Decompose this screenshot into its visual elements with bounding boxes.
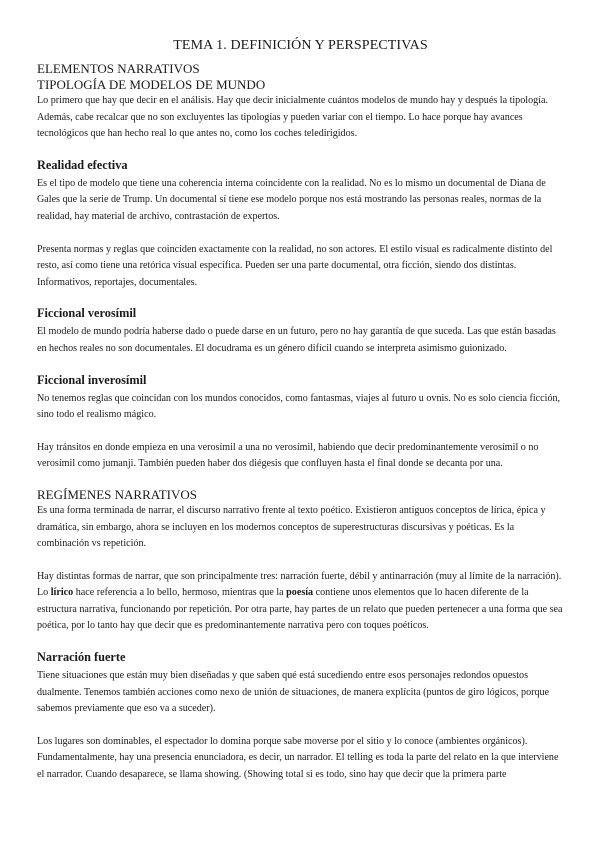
realidad-paragraph-2: Presenta normas y reglas que coinciden exactamente con la realidad, no son actores. El estilo visual es radicalmente distinto del resto, así como tiene una retórica visual específica. Pueden ser una parte documental, otra ficción, siendo dos distintas. Informativos, reportajes, documentales.: [37, 243, 553, 288]
heading-narracion-fuerte: Narración fuerte: [37, 650, 126, 665]
realidad-paragraph-1: Es el tipo de modelo que tiene una coherencia interna coincidente con la realidad. No es lo mismo un documental de Diana de Gales que la serie de Trump. Un documental sí tiene ese modelo porque nos está mostrando las personas reales, normas de la realidad, hay material de archivo, contrastación de expertos.: [37, 177, 546, 222]
term-poesia: poesía: [286, 587, 314, 599]
document-title: TEMA 1. DEFINICIÓN Y PERSPECTIVAS: [173, 38, 428, 53]
term-lirico: lírico: [50, 587, 74, 599]
inverosimil-paragraph-2: Hay tránsitos en donde empieza en una verosímil a una no verosímil, habiendo que decir predominantemente verosímil o no verosímil como jumanji. También pueden haber dos diégesis que confluyen hasta el final donde se decanta por una.: [37, 441, 539, 470]
regimenes-paragraph-2: [37, 569, 564, 635]
regimenes-p2-text-d: contiene unos elementos que lo hacen diferente de la estructura narrativa, funcionando por repetición. Por otra parte, hay partes de un relato que pueden pertenecer a una forma que sea poética, por lo tanto hay que decir que es predominantemente narrativa pero con toques poéticos.: [37, 587, 563, 632]
fuerte-paragraph-1: Tiene situaciones que están muy bien diseñadas y que saben qué está sucediendo entre esos personajes redondos opuestos dualmente. Tenemos también acciones como nexo de unión de situaciones, de manera explícita (puntos de giro lógicos, porque sabemos previamente que eso va a suceder).: [37, 670, 550, 715]
verosimil-paragraph-1: El modelo de mundo podría haberse dado o puede darse en un futuro, pero no hay garantía de que suceda. Las que están basadas en hechos reales no son documentales. El docudrama es un género difícil cuando se interpreta asimismo guionizado.: [37, 326, 556, 354]
fuerte-paragraph-2: Los lugares son dominables, el espectador lo domina porque sabe moverse por el sitio y lo conoce (ambientes orgánicos). Fundamentalmente, hay una presencia enunciadora, es decir, un narrador. El telling es toda la parte del relato en la que interviene el narrador. Cuando desaparece, se llama showing. (Showing total si es todo, sino hay que decir que la primera parte: [37, 735, 559, 781]
regimenes-p2-text-c: hace referencia a lo bello, hermoso, mientras que la: [73, 587, 287, 599]
inverosimil-paragraph-1: No tenemos reglas que coincidan con los mundos conocidos, como fantasmas, viajes al futuro u ovnis. No es solo ciencia ficción, sino todo el realismo mágico.: [37, 392, 561, 421]
section-heading-regimenes: REGÍMENES NARRATIVOS: [37, 486, 197, 502]
regimenes-p2-text-a: Hay distintas formas de narrar, que son principalmente tres: narración fuerte, débil y antinarración (muy al límite de la narración). Lo: [37, 570, 562, 599]
heading-realidad-efectiva: Realidad efectiva: [37, 157, 128, 172]
intro-paragraph: Lo primero que hay que decir en el análisis. Hay que decir inicialmente cuántos modelos de mundo hay y después la tipología. Además, cabe recalcar que no son excluyentes las tipologías y pueden variar con el tiempo. Lo hace porque hay avances tecnológicos que han hecho real lo que antes no, como los coches teledirigidos.: [37, 95, 548, 140]
heading-ficcional-verosimil: Ficcional verosímil: [37, 306, 137, 321]
subheading-tipologia: TIPOLOGÍA DE MODELOS DE MUNDO: [37, 77, 266, 92]
heading-ficcional-inverosimil: Ficcional inverosímil: [37, 372, 147, 387]
regimenes-paragraph-1: Es una forma terminada de narrar, el discurso narrativo frente al texto poético. Existieron antiguos conceptos de lírica, épica y dramática, sin embargo, ahora se incluyen en los modernos conceptos de superestructuras discursivas y poéticas. Es la combinación vs repetición.: [37, 504, 546, 550]
section-heading-elementos: ELEMENTOS NARRATIVOS: [37, 61, 200, 76]
